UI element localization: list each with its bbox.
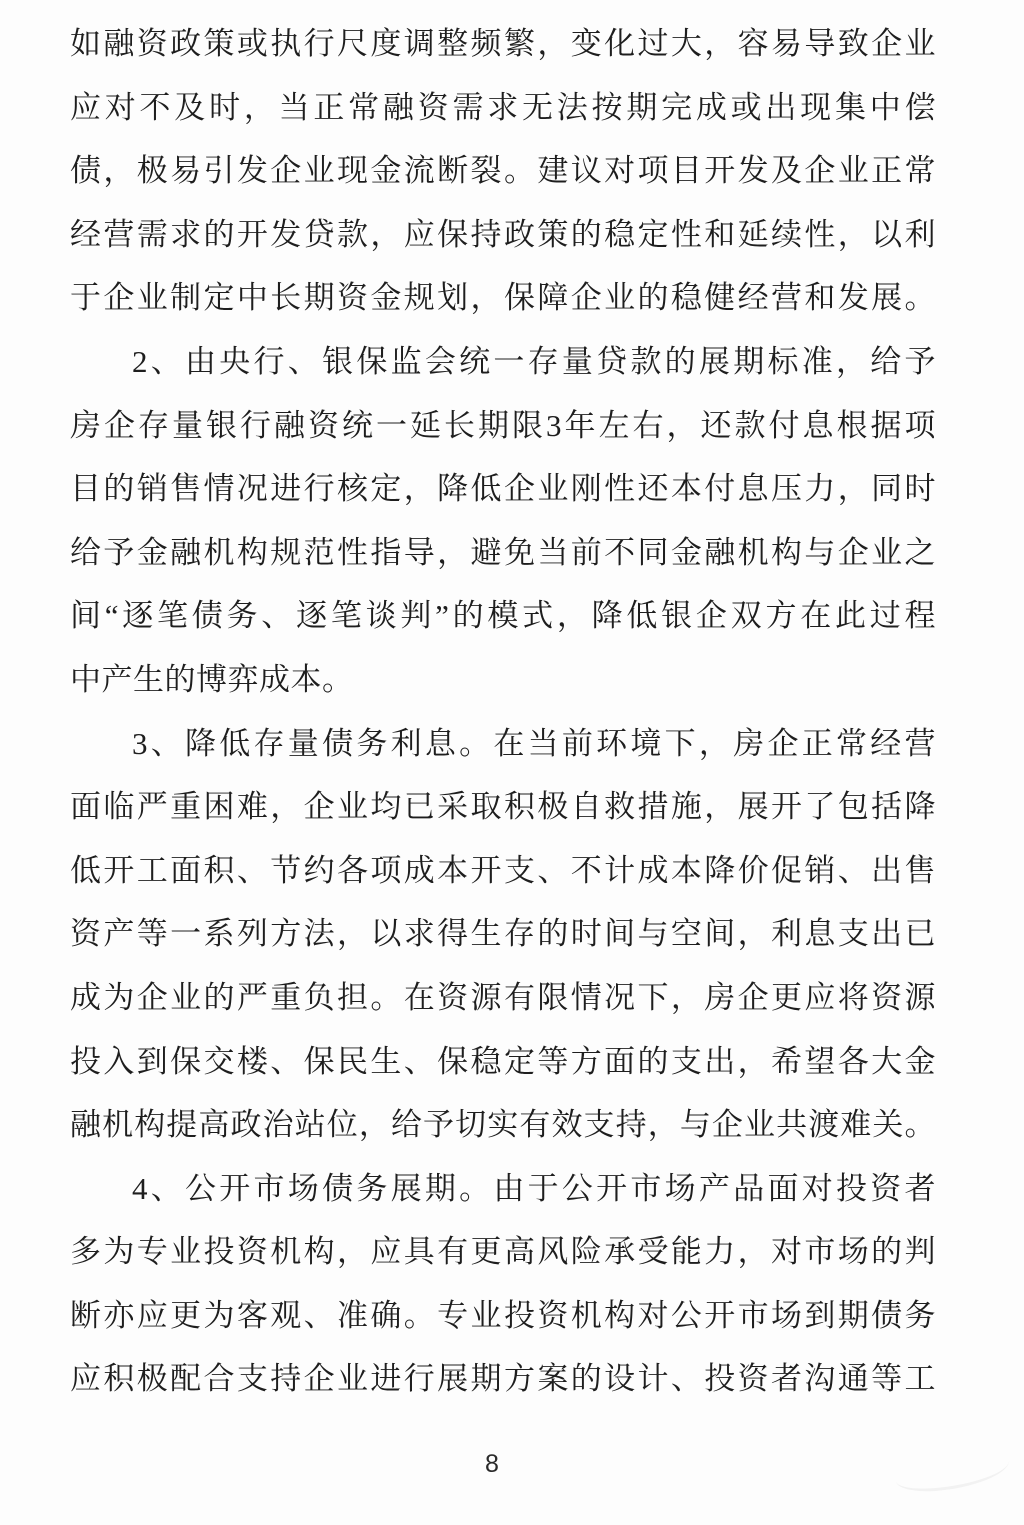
text-line: 中产生的博弈成本。 [70,661,354,697]
paragraph-4 [70,1157,936,1411]
text-line: 2、由央行、银保监会统一存量贷款的展期标准，给予 [132,343,936,379]
text-line: 断亦应更为客观、准确。专业投资机构对公开市场到期债务 [70,1297,936,1333]
text-line: 如融资政策或执行尺度调整频繁，变化过大，容易导致企业 [70,26,936,61]
page-number: 8 [485,1450,499,1478]
paragraph-3 [70,712,936,1157]
text-line: 成为企业的严重负担。在资源有限情况下，房企更应将资源 [70,979,936,1015]
paragraph-1 [70,12,936,330]
text-line: 面临严重困难，企业均已采取积极自救措施，展开了包括降 [70,789,936,825]
page-body-text [70,12,936,1411]
text-line: 应对不及时，当正常融资需求无法按期完成或出现集中偿 [70,89,936,125]
text-line: 融机构提高政治站位，给予切实有效支持，与企业共渡难关。 [70,1107,936,1143]
text-line: 债，极易引发企业现金流断裂。建议对项目开发及企业正常 [70,153,936,189]
text-line: 投入到保交楼、保民生、保稳定等方面的支出，希望各大金 [70,1043,936,1079]
text-line: 于企业制定中长期资金规划，保障企业的稳健经营和发展。 [70,280,936,316]
text-line: 间“逐笔债务、逐笔谈判”的模式，降低银企双方在此过程 [70,598,936,634]
text-line: 经营需求的开发贷款，应保持政策的稳定性和延续性，以利 [70,216,936,252]
text-line: 应积极配合支持企业进行展期方案的设计、投资者沟通等工 [70,1361,936,1397]
text-line: 低开工面积、节约各项成本开支、不计成本降价促销、出售 [70,852,936,888]
text-line: 给予金融机构规范性指导，避免当前不同金融机构与企业之 [70,534,936,570]
text-line: 3、降低存量债务利息。在当前环境下，房企正常经营 [132,725,936,761]
text-line: 4、公开市场债务展期。由于公开市场产品面对投资者 [132,1170,936,1206]
text-line: 资产等一系列方法，以求得生存的时间与空间，利息支出已 [70,916,936,952]
paragraph-2 [70,330,936,712]
text-line: 目的销售情况进行核定，降低企业刚性还本付息压力，同时 [70,471,936,507]
text-line: 房企存量银行融资统一延长期限3年左右，还款付息根据项 [70,407,936,443]
text-line: 多为专业投资机构，应具有更高风险承受能力，对市场的判 [70,1234,936,1270]
